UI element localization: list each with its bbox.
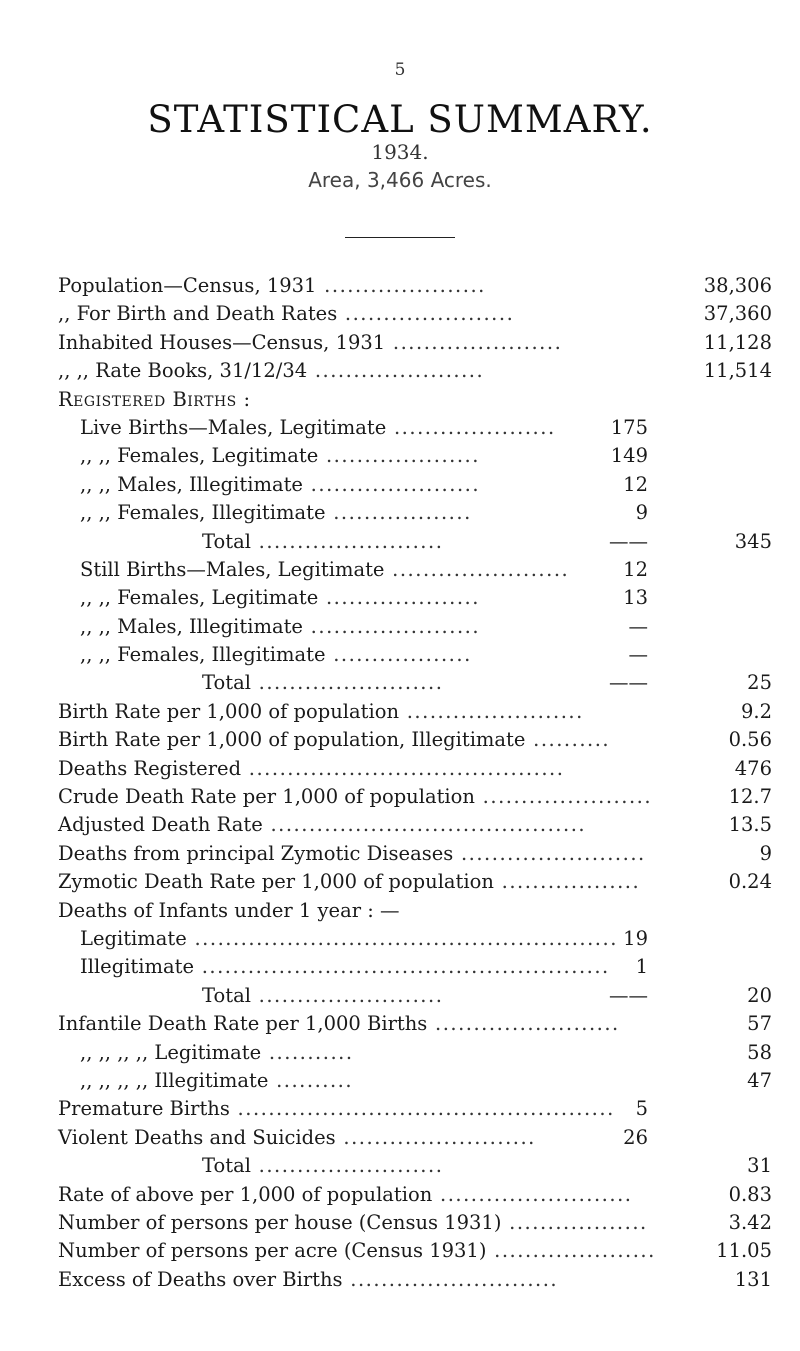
leader-dots: .......................................................: [186, 926, 618, 950]
row-label-text: Birth Rate per 1,000 of population: [58, 699, 400, 723]
table-row: [0, 556, 800, 584]
row-label: [58, 783, 652, 811]
leader-dots: .........................................: [241, 756, 565, 780]
leader-dots: ....................: [318, 586, 480, 610]
subtotal-value: 5: [635, 1097, 648, 1121]
row-label-text: Total: [202, 983, 251, 1007]
row-label-text: Violent Deaths and Suicides: [58, 1125, 336, 1149]
row-label-text: ,, ,, ,, ,, Illegitimate: [80, 1068, 269, 1092]
row-label-text: ,, ,, ,, ,, Legitimate: [80, 1040, 262, 1064]
total-value: 9: [759, 841, 772, 865]
row-label: [80, 584, 480, 612]
total-value: 0.56: [728, 728, 772, 752]
total-value: 12.7: [728, 785, 772, 809]
row-label: [202, 982, 443, 1010]
row-label: [58, 868, 640, 896]
total-value: 9.2: [740, 699, 772, 723]
table-row: [0, 755, 800, 783]
table-row: [0, 499, 800, 527]
leader-dots: ........................: [453, 841, 646, 865]
row-label: [202, 528, 443, 556]
leader-dots: ...........: [261, 1040, 354, 1064]
row-label-text: Total: [202, 1154, 251, 1178]
subtotal-value: 175: [610, 415, 648, 439]
leader-dots: .....................: [316, 274, 486, 297]
row-label-text: Total: [202, 671, 251, 695]
leader-dots: .....................................................: [194, 955, 610, 979]
table-row: [0, 1266, 800, 1294]
row-label: [58, 897, 400, 925]
row-label-text: Deaths of Infants under 1 year : —: [58, 898, 400, 922]
leader-dots: .................................................: [229, 1097, 615, 1121]
subtotal-value: ——: [609, 529, 648, 553]
total-value: 0.24: [728, 870, 772, 894]
table-row: [0, 1237, 800, 1265]
row-label: [58, 357, 484, 385]
row-label-text: Live Births—Males, Legitimate: [80, 415, 387, 439]
area-line: Area, 3,466 Acres.: [308, 168, 492, 192]
table-row: [0, 442, 800, 470]
table-row: [0, 414, 800, 442]
row-label: [80, 925, 618, 953]
row-label: [80, 556, 569, 584]
leader-dots: ........................: [250, 1154, 444, 1178]
row-label-text: ,, ,, Females, Legitimate: [80, 586, 319, 610]
subtotal-value: ——: [609, 983, 648, 1007]
leader-dots: ........................: [427, 1012, 620, 1036]
subtotal-value: —: [628, 614, 648, 638]
row-label-text: Crude Death Rate per 1,000 of population: [58, 785, 475, 809]
row-label: [58, 811, 586, 839]
row-label-text: ,, ,, Females, Legitimate: [80, 444, 319, 468]
row-label: [58, 386, 251, 414]
leader-dots: ......................: [307, 359, 485, 383]
row-label: [80, 953, 610, 981]
table-row: [0, 1039, 800, 1067]
total-value: 11.05: [716, 1239, 772, 1263]
row-label: [58, 698, 584, 726]
table-row: [0, 726, 800, 754]
leader-dots: ........................: [250, 983, 444, 1007]
total-value: 58: [747, 1040, 772, 1064]
row-label: [80, 1067, 353, 1095]
leader-dots: .........................: [335, 1125, 536, 1149]
table-row: [0, 357, 800, 385]
table-row: [0, 1010, 800, 1038]
row-label-text: Deaths from principal Zymotic Diseases: [58, 841, 454, 865]
row-label: [80, 442, 480, 470]
row-label-text: Deaths Registered: [58, 756, 242, 780]
leader-dots: ....................: [318, 444, 480, 468]
total-value: 13.5: [728, 813, 772, 837]
table-row: [0, 840, 800, 868]
row-label: [80, 471, 480, 499]
leader-dots: ......................: [337, 302, 515, 326]
leader-dots: ......................: [385, 330, 563, 354]
total-value: 20: [747, 983, 772, 1007]
leader-dots: ..........: [525, 728, 611, 752]
summary-table: [0, 272, 800, 1294]
row-label-text: ,, ,, Males, Illegitimate: [80, 472, 303, 496]
total-value: 0.83: [728, 1182, 772, 1206]
leader-dots: .......................: [384, 557, 570, 581]
row-label-text: Adjusted Death Rate: [58, 813, 263, 837]
total-value: 11,128: [703, 330, 772, 354]
subtotal-value: 12: [623, 472, 648, 496]
row-label: [58, 1124, 536, 1152]
leader-dots: ..................: [501, 1210, 648, 1234]
leader-dots: ...........................: [342, 1267, 559, 1291]
row-label: [80, 414, 556, 442]
table-row: [0, 1124, 800, 1152]
row-label-text: Number of persons per acre (Census 1931): [58, 1239, 487, 1263]
subtotal-value: ——: [609, 671, 648, 695]
row-label: [58, 755, 564, 783]
table-row: [0, 329, 800, 357]
row-label-text: ,, ,, Rate Books, 31/12/34: [58, 359, 308, 383]
row-label-text: Birth Rate per 1,000 of population, Illegitimate: [58, 728, 526, 752]
row-label-text: Excess of Deaths over Births: [58, 1267, 343, 1291]
subtotal-value: 12: [623, 557, 648, 581]
table-row: [0, 584, 800, 612]
row-label: [202, 669, 443, 697]
total-value: 476: [734, 756, 772, 780]
subtotal-value: 149: [610, 444, 648, 468]
row-label: [58, 1095, 615, 1123]
table-row: [0, 1209, 800, 1237]
table-row: [0, 1152, 800, 1180]
row-label-text: Zymotic Death Rate per 1,000 of population: [58, 870, 494, 894]
leader-dots: .....................: [386, 415, 556, 439]
leader-dots: ......................: [302, 614, 481, 638]
leader-dots: .....................: [486, 1239, 656, 1263]
leader-dots: ..................: [325, 643, 472, 667]
leader-dots: ........................: [250, 529, 444, 553]
row-label: [80, 499, 472, 527]
table-row: [0, 386, 800, 414]
row-label: [80, 1039, 354, 1067]
leader-dots: ..................: [325, 501, 472, 525]
leader-dots: ..........: [268, 1068, 354, 1092]
total-value: 37,360: [703, 302, 772, 326]
total-value: 31: [747, 1154, 772, 1178]
row-label: [58, 840, 646, 868]
row-label: [58, 1237, 656, 1265]
table-row: [0, 1181, 800, 1209]
row-label-text: ,, ,, Males, Illegitimate: [80, 614, 303, 638]
table-row: [0, 1067, 800, 1095]
row-label-text: ,, ,, Females, Illegitimate: [80, 501, 326, 525]
total-value: 25: [747, 671, 772, 695]
row-label-text: Still Births—Males, Legitimate: [80, 557, 385, 581]
table-row: [0, 272, 800, 300]
leader-dots: ........................: [250, 671, 444, 695]
table-row: [0, 982, 800, 1010]
table-row: [0, 1095, 800, 1123]
row-label-text: Legitimate: [80, 926, 187, 950]
row-label: [80, 641, 472, 669]
total-value: 11,514: [703, 359, 772, 383]
row-label-text: ,, ,, Females, Illegitimate: [80, 643, 326, 667]
subtotal-value: 9: [635, 501, 648, 525]
total-value: 57: [747, 1012, 772, 1036]
row-label-text: Infantile Death Rate per 1,000 Births: [58, 1012, 428, 1036]
row-label: [58, 272, 486, 300]
total-value: 345: [734, 529, 772, 553]
row-label: [58, 1181, 632, 1209]
table-row: [0, 868, 800, 896]
row-label-text: Inhabited Houses—Census, 1931: [58, 330, 386, 354]
table-row: [0, 300, 800, 328]
leader-dots: .......................: [399, 699, 584, 723]
row-label: [58, 1266, 558, 1294]
table-row: [0, 925, 800, 953]
table-row: [0, 811, 800, 839]
row-label-text: Registered Births :: [58, 387, 251, 411]
table-row: [0, 613, 800, 641]
row-label: [58, 329, 562, 357]
row-label-text: Rate of above per 1,000 of population: [58, 1182, 433, 1206]
table-row: [0, 471, 800, 499]
subtotal-value: 19: [623, 926, 648, 950]
leader-dots: ......................: [302, 472, 481, 496]
row-label: [202, 1152, 443, 1180]
table-row: [0, 897, 800, 925]
table-row: [0, 783, 800, 811]
leader-dots: .........................: [432, 1182, 633, 1206]
subtotal-value: 26: [623, 1125, 648, 1149]
subtotal-value: —: [628, 643, 648, 667]
row-label: [58, 1010, 620, 1038]
total-value: 47: [747, 1068, 772, 1092]
leader-dots: .........................................: [262, 813, 587, 837]
subtotal-value: 1: [635, 955, 648, 979]
total-value: 3.42: [728, 1210, 772, 1234]
row-label: [58, 300, 514, 328]
table-row: [0, 641, 800, 669]
row-label-text: Total: [202, 529, 251, 553]
leader-dots: ..................: [493, 870, 641, 894]
table-row: [0, 698, 800, 726]
row-label: [80, 613, 480, 641]
row-label-text: ,, For Birth and Death Rates: [58, 302, 338, 326]
page-number: 5: [394, 60, 406, 80]
page-title: STATISTICAL SUMMARY.: [147, 98, 653, 141]
year-subtitle: 1934.: [371, 140, 429, 164]
table-row: [0, 669, 800, 697]
table-row: [0, 528, 800, 556]
row-label-text: Illegitimate: [80, 955, 195, 979]
leader-dots: ......................: [474, 785, 653, 809]
row-label-text: Number of persons per house (Census 1931): [58, 1210, 502, 1234]
total-value: 38,306: [703, 274, 772, 297]
row-label: [58, 726, 610, 754]
total-value: 131: [734, 1267, 772, 1291]
table-row: [0, 953, 800, 981]
row-label-text: Premature Births: [58, 1097, 230, 1121]
row-label: [58, 1209, 648, 1237]
divider: [345, 237, 455, 238]
row-label-text: Population—Census, 1931: [58, 274, 317, 297]
subtotal-value: 13: [623, 586, 648, 610]
